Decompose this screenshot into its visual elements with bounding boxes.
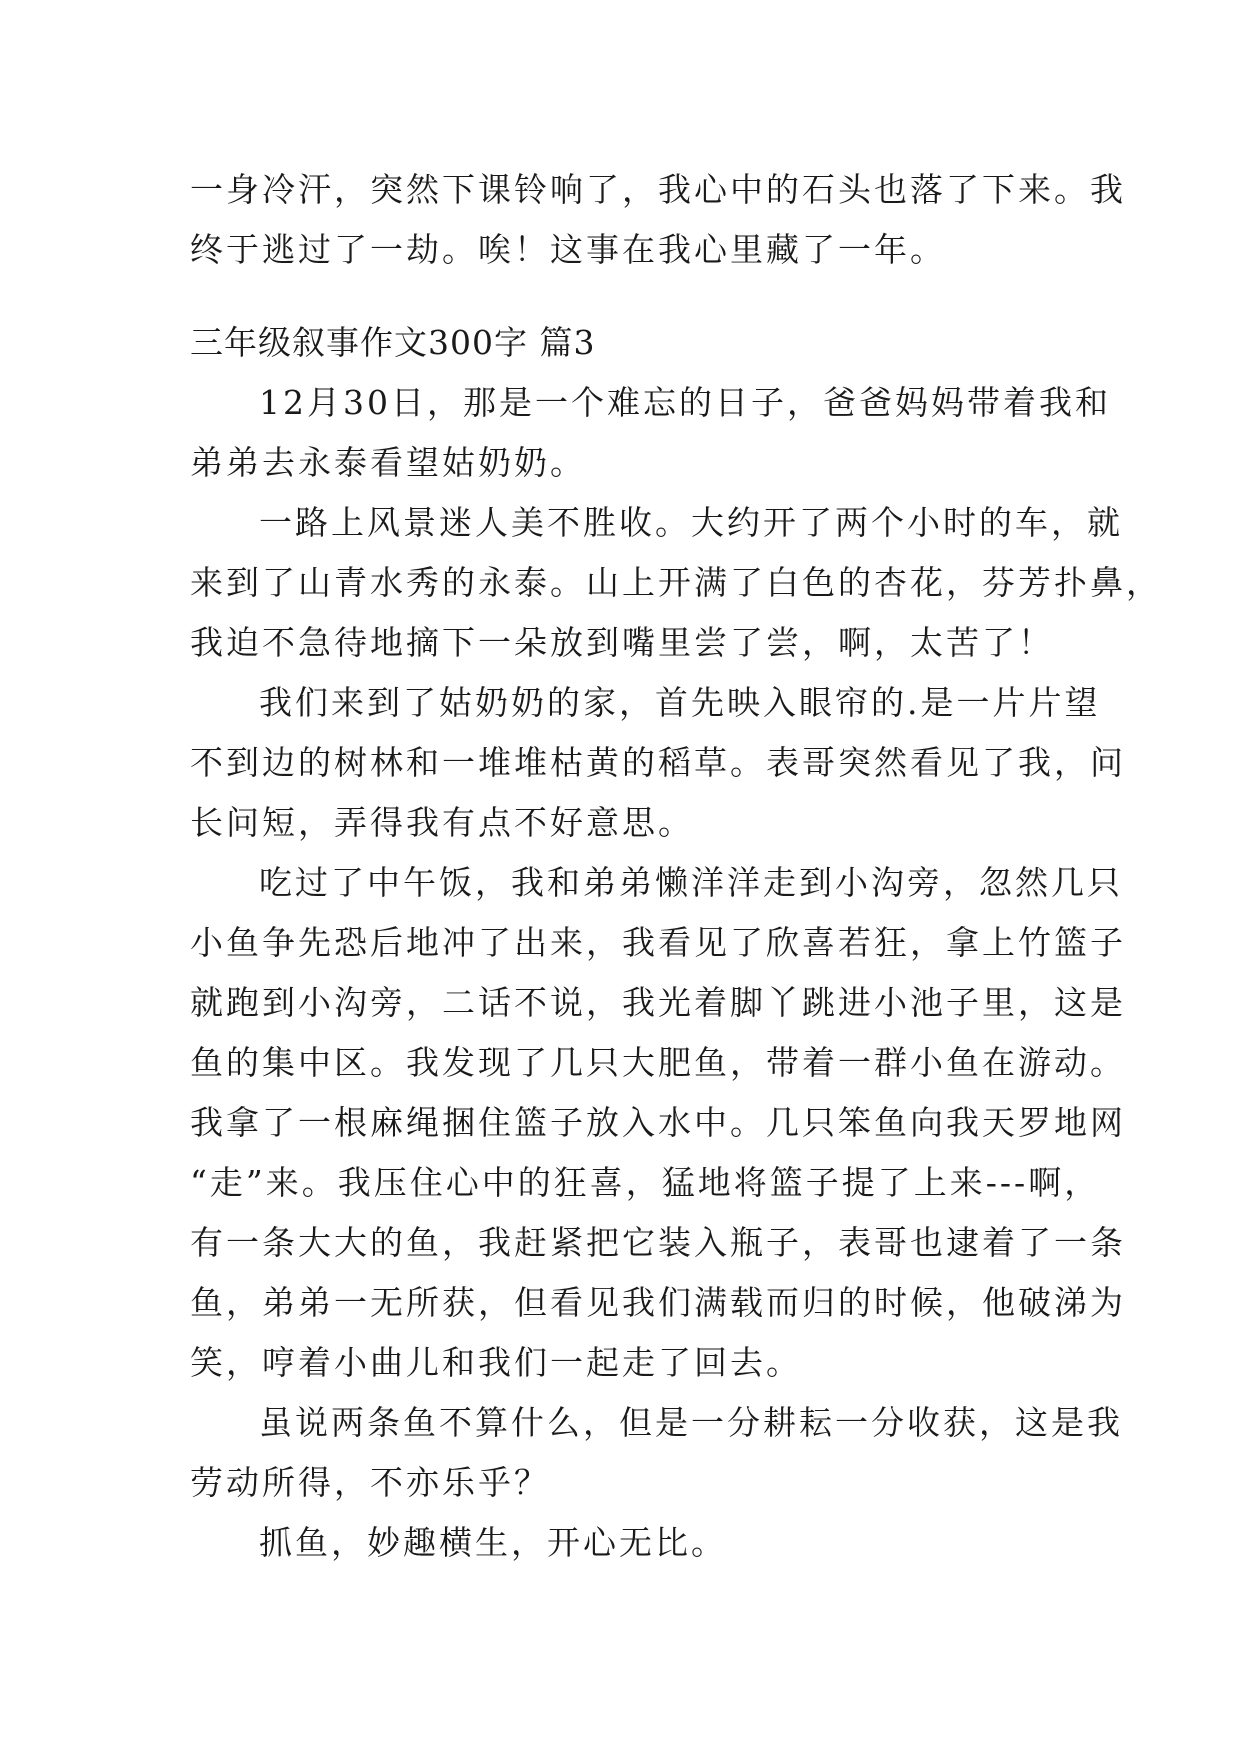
paragraph-4-line: 鱼的集中区。我发现了几只大肥鱼，带着一群小鱼在游动。	[190, 1043, 1126, 1082]
text-line: 一身冷汗，突然下课铃响了，我心中的石头也落了下来。我	[190, 170, 1126, 209]
paragraph-2-line: 来到了山青水秀的永泰。山上开满了白色的杏花，芬芳扑鼻，	[190, 563, 1162, 602]
paragraph-4-line: 我拿了一根麻绳捆住篮子放入水中。几只笨鱼向我天罗地网	[190, 1103, 1126, 1142]
paragraph-4-line: “走”来。我压住心中的狂喜，猛地将篮子提了上来---啊，	[190, 1163, 1101, 1202]
text-line: 终于逃过了一劫。唉！这事在我心里藏了一年。	[190, 230, 946, 269]
document-body	[190, 160, 1162, 1573]
paragraph-1-line: 12月30日，那是一个难忘的日子，爸爸妈妈带着我和	[259, 383, 1111, 422]
paragraph-4-line: 吃过了中午饭，我和弟弟懒洋洋走到小沟旁，忽然几只	[259, 863, 1123, 902]
paragraph-3-line: 不到边的树林和一堆堆枯黄的稻草。表哥突然看见了我，问	[190, 743, 1126, 782]
paragraph-3-line: 长问短，弄得我有点不好意思。	[190, 803, 694, 842]
paragraph-4-line: 小鱼争先恐后地冲了出来，我看见了欣喜若狂，拿上竹篮子	[190, 923, 1126, 962]
paragraph-1-line: 弟弟去永泰看望姑奶奶。	[190, 443, 586, 482]
paragraph-4-line: 鱼，弟弟一无所获，但看见我们满载而归的时候，他破涕为	[190, 1283, 1126, 1322]
paragraph-4-line: 就跑到小沟旁，二话不说，我光着脚丫跳进小池子里，这是	[190, 983, 1126, 1022]
paragraph-5-line: 虽说两条鱼不算什么，但是一分耕耘一分收获，这是我	[259, 1403, 1123, 1442]
paragraph-4-line: 有一条大大的鱼，我赶紧把它装入瓶子，表哥也逮着了一条	[190, 1223, 1126, 1262]
paragraph-4-line: 笑，哼着小曲儿和我们一起走了回去。	[190, 1343, 802, 1382]
paragraph-3-line: 我们来到了姑奶奶的家，首先映入眼帘的.是一片片望	[259, 683, 1101, 722]
section-heading: 三年级叙事作文300字 篇3	[190, 323, 596, 362]
paragraph-2-line: 我迫不急待地摘下一朵放到嘴里尝了尝，啊，太苦了！	[190, 623, 1054, 662]
paragraph-5-line: 劳动所得，不亦乐乎？	[190, 1463, 550, 1502]
paragraph-6-line: 抓鱼，妙趣横生，开心无比。	[259, 1523, 727, 1562]
paragraph-2-line: 一路上风景迷人美不胜收。大约开了两个小时的车，就	[259, 503, 1123, 542]
